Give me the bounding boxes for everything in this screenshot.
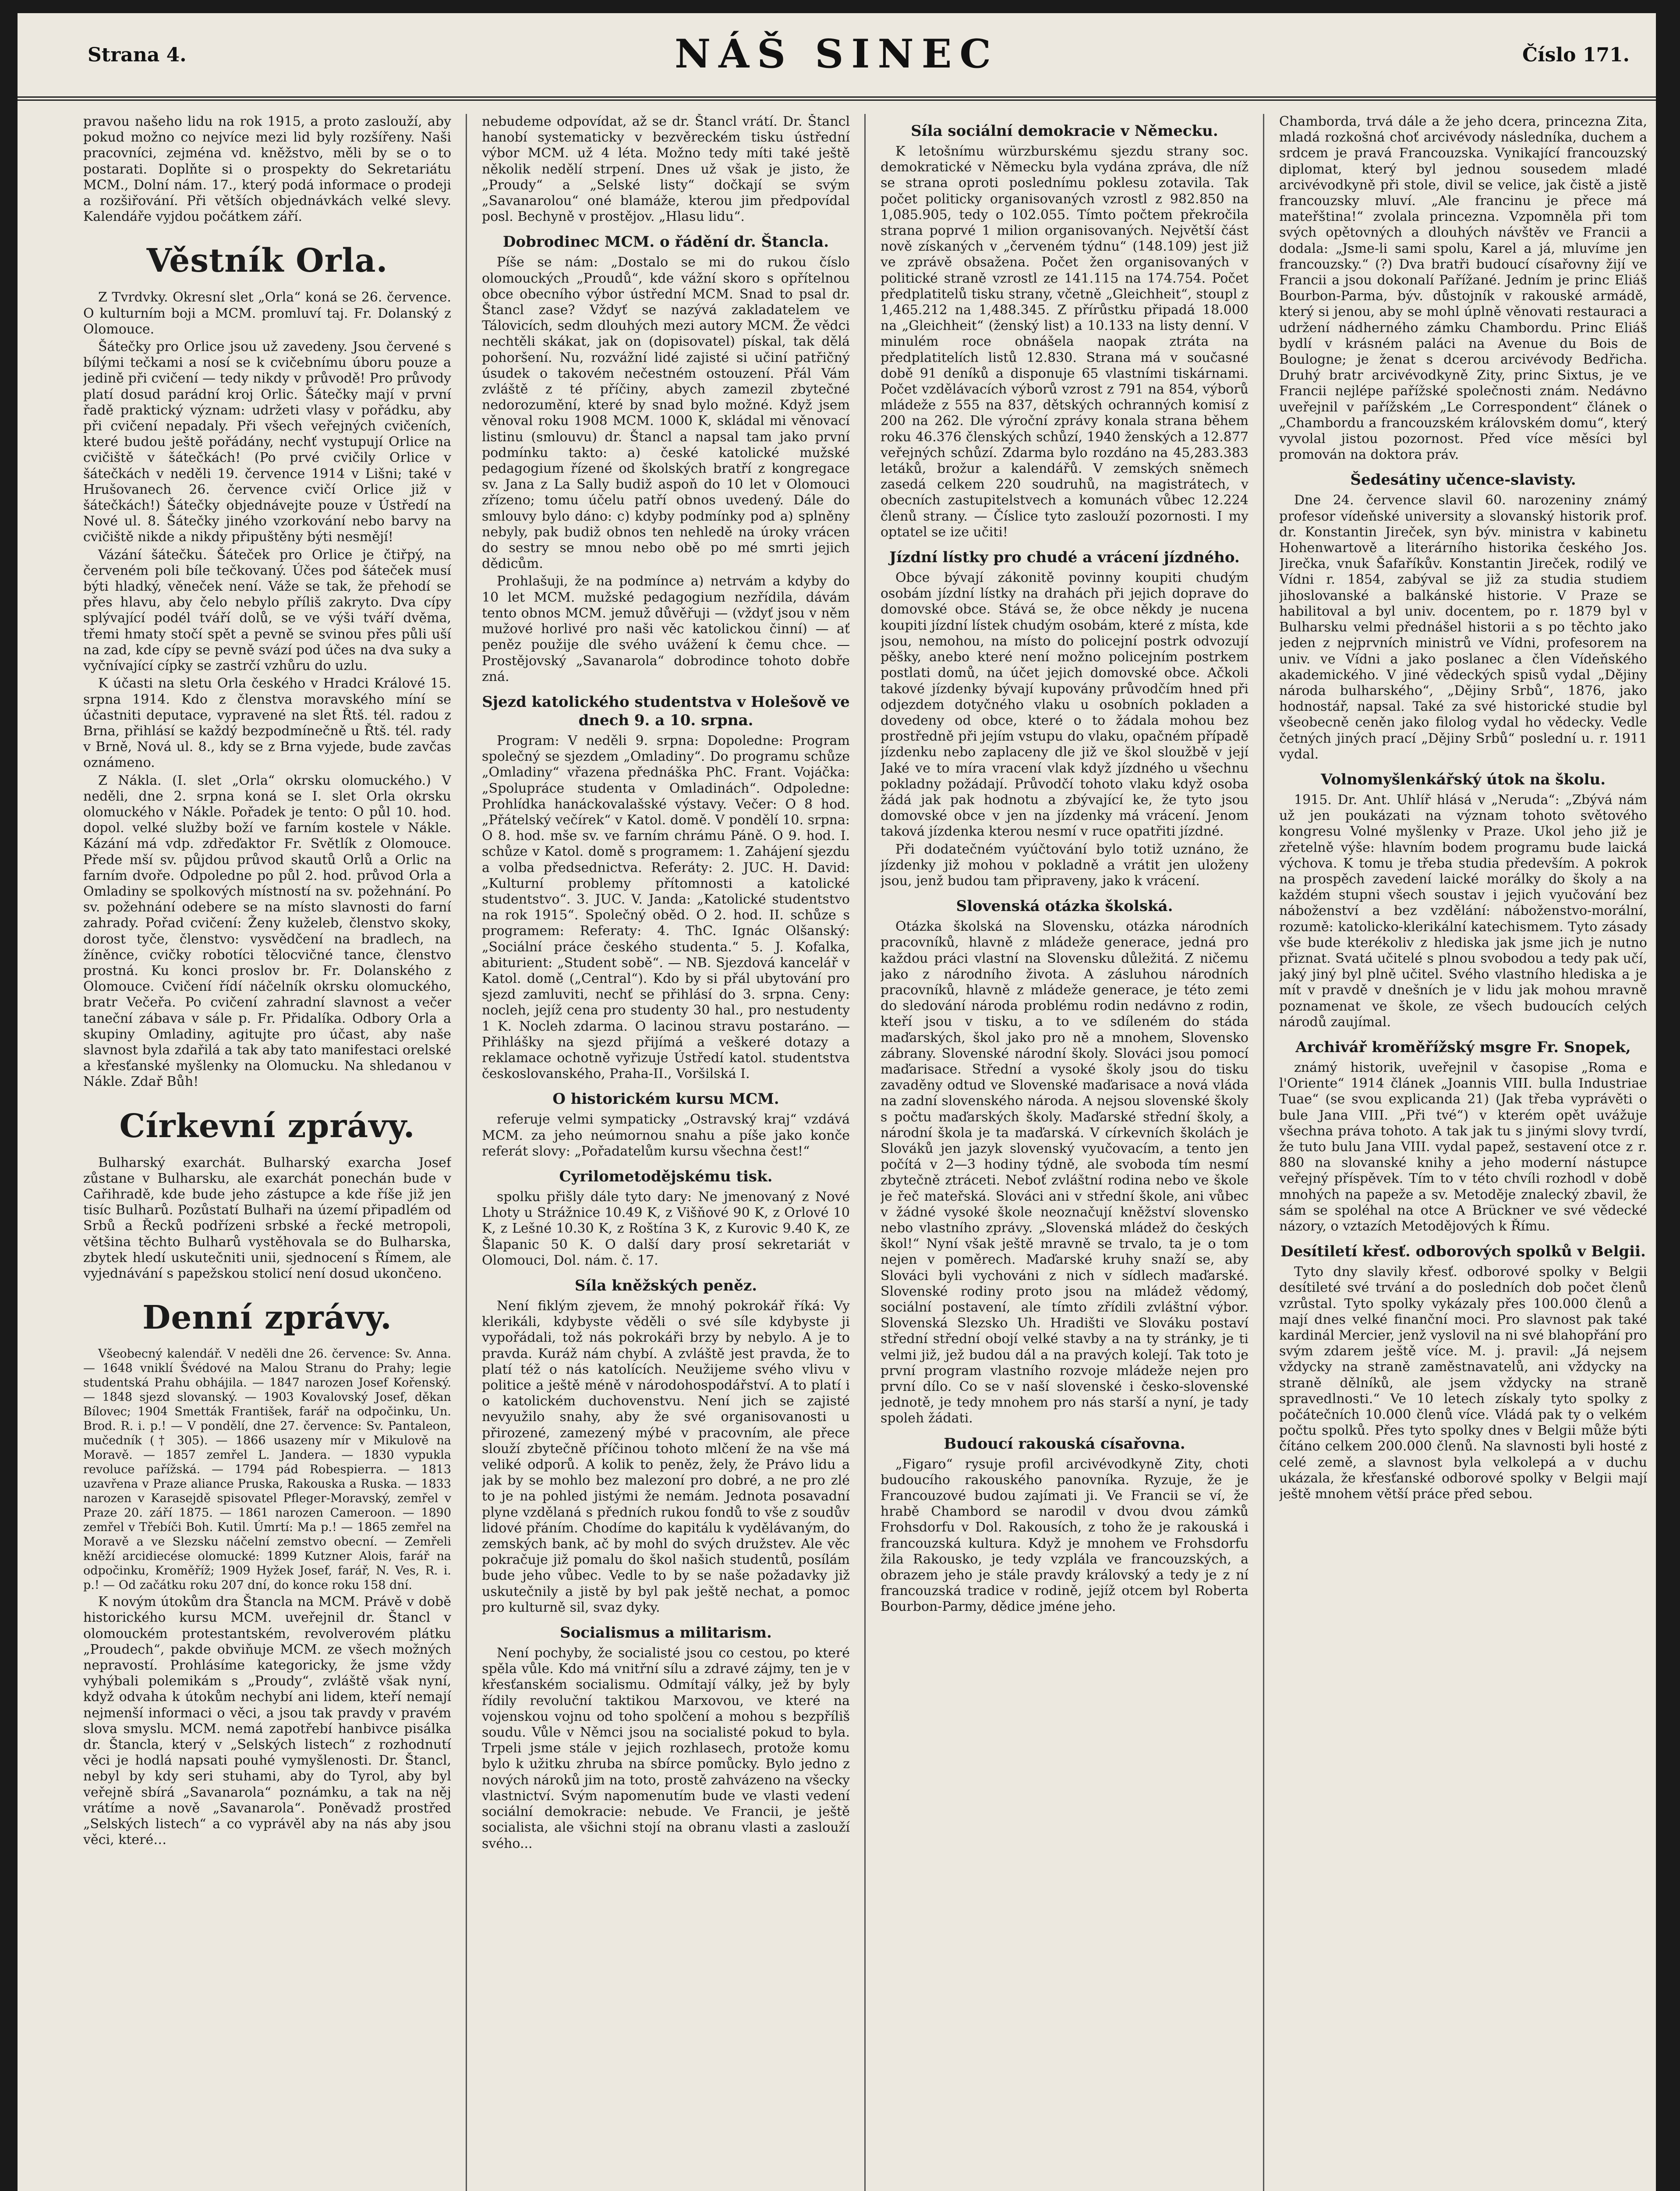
column-1 [83,114,451,2191]
article-text: Chamborda, trvá dále a že jeho dcera, princezna Zita, mladá rozkošná choť arcivévody následníka, duchem a srdcem je pravá Francouzska. Vynikající francouzský diplomat, který byl jednou sousedem mladé arcivévodkyně při stole, divil se velice, jak čistě a jistě francouzsky mluví. „Ale francinu je přece má mateřština!“ zvolala princezna. Vzpomněla při tom svých opětovných a dlouhých návštěv ve Francii a dodala: „Jsme-li sami spolu, Karel a já, mluvíme jen francouzsky.“ (?) Dva bratři budoucí císařovny žijí ve Francii a jsou dokonalí Pařížané. Jedním je princ Eliáš Bourbon-Parma, býv. důstojník v rakouské armádě, který si jenou, aby se mohl úplně věnovati restauraci a udržení nádherného zámku Chambordu. Princ Eliáš bydlí v krásném paláci na Avenue du Bois de Boulogne; je ženat s dcerou arcivévody Bedřicha. Druhý bratr arcivévodkyně Zity, princ Sixtus, je ve Francii nejlépe pařížské společnosti znám. Nedávno uveřejnil v pařížském „Le Correspondent“ článek o „Chambordu a francouzském královském domu“, který vyvolal jistou pozornost. Před více měsíci byl promován na doktora práv. [1279,114,1647,463]
article-text: Není pochyby, že socialisté jsou co cestou, po které spěla vůle. Kdo má vnitřní sílu a zdravé zájmy, ten je v křesťanském socialismu. Odmítají války, jež by byly řídily revoluční taktikou Marxovou, ve které na vojenskou vojnu od toho spolčení a mohou s bezpříliš soudu. Vůle v Němci jsou na socialisté pokud to byla. Trpeli jsme stále v jejich rozhlasech, protože komu bylo k užitku zhruba na sbírce pomůcky. Bylo jedno z nových nároků jim na toto, prostě zahvázeno na všecky vlastnictví. Svým napomenutím bude ve vlasti vedení sociální demokracie: nebude. Ve Francii, je ještě socialista, ale všichni stojí na obranu vlasti a zaslouží svého... [482,1645,850,1851]
article-text: Šátečky pro Orlice jsou už zavedeny. Jsou červené s bílými tečkami a nosí se k cvičebnímu úboru pouze a jedině při cvičení — tedy nikdy v průvodě! Pro průvody platí dosud parádní kroj Orlic. Šátečky mají v první řadě praktický význam: udržeti vlasy v pořádku, aby při cvičení nepadaly. Při všech veřejných cvičeních, které budou ještě pořádány, nechť vystupují Orlice na cvičiště v šátečkách! (Po prvé cvičily Orlice v šátečkách v neděli 19. července 1914 v Lišni; také v Hrušovanech 26. července cvičí Orlice již v šátečkách!) Šátečky objednávejte pouze v Ústředí na Nové ul. 8. Šátečky jiného vzorkování nebo barvy na cvičiště nikde a nikdy připuštěny býti nesmějí! [83,339,451,545]
article-text: Program: V neděli 9. srpna: Dopoledne: Program společný se sjezdem „Omladiny“. Do programu schůze „Omladiny“ vřazena přednáška PhC. Frant. Vojáčka: „Spolupráce studenta v Omladinách“. Odpoledne: Prohlídka hanáckovalašské výstavy. Večer: O 8 hod. „Přátelský večírek“ v Katol. domě. V pondělí 10. srpna: O 8. hod. mše sv. ve farním chrámu Páně. O 9. hod. I. schůze v Katol. domě s programem: 1. Zahájení sjezdu a volba předsednictva. Referáty: 2. JUC. H. David: „Kulturní problemy přítomnosti a katolické studentstvo“. 3. JUC. V. Janda: „Katolické studentstvo na rok 1915“. Společný oběd. O 2. hod. II. schůze s programem: Referaty: 4. ThC. Ignác Olšanský: „Sociální práce českého studenta.“ 5. J. Kofalka, abiturient: „Student sobě“. — NB. Sjezdová kancelář v Katol. domě („Central“). Kdo by si přál ubytování pro sjezd zamluviti, nechť se přihlásí do 3. srpna. Ceny: nocleh, jejíž cena pro studenty 30 hal., pro nestudenty 1 K. Nocleh zdarma. O lacinou stravu postaráno. — Přihlášky na sjezd přijímá a veškeré dotazy a reklamace ochotně vyřizuje Ústředí katol. studentstva českoslovanského, Praha-II., Voršilská I. [482,733,850,1082]
article-text: Bulharský exarchát. Bulharský exarcha Josef zůstane v Bulharsku, ale exarchát ponechán bude v Cařihradě, kde bude jeho zástupce a kde říše již jen tisíc Bulharů. Pozůstatí Bulhaři na území připadlém od Srbů a Řecků podřízeni srbské a řecké metropoli, většina těchto Bulharů vystěhovala se do Bulharska, zbytek hledí uskutečniti unii, sjednocení s Římem, ale vyjednávání s papežskou stolicí není dosud ukončeno. [83,1155,451,1281]
article-heading: Šedesátiny učence-slavisty. [1350,471,1576,489]
article-heading: Slovenská otázka školská. [956,897,1173,915]
newspaper-page [18,13,1656,2191]
column-divider [864,114,866,2191]
article-heading: Budoucí rakouská císařovna. [944,1435,1185,1453]
article-text: referuje velmi sympaticky „Ostravský kraj“ vzdává MCM. za jeho neúmornou snahu a píše jako konče referát slovy: „Pořadatelům kursu všechna čest!“ [482,1112,850,1159]
article-text: Tyto dny slavily křesť. odborové spolky v Belgii desítileté své trvání a do posledních dob počet členů vzrůstal. Tyto spolky vykázaly přes 100.000 členů a mají dnes velké finanční moci. Pro slavnost pak také kardinál Mercier, jenž vyslovil na ni své blahopřání pro svým zdarem ještě více. M. j. pravil: „Já nejsem vždycky na straně zaměstnavatelů, ani vždycky na straně dělníků, ale jsem vždycky na straně spravedlnosti.“ Ve 10 letech získaly tyto spolky z počátečních 10.000 členů více. Vládá pak ty o velkém počtu spolků. Přes tyto spolky dnes v Belgii může býti čítáno celkem 200.000 členů. Na slavnosti byli hosté z celé země, a slavnost byla velkolepá a v duchu ukázala, že křesťanské odborové spolky v Belgii mají ještě mnohem větší práce před sebou. [1279,1264,1647,1502]
article-heading: Desítiletí křesť. odborových spolků v Belgii. [1280,1243,1646,1261]
newspaper-title: NÁŠ SINEC [674,31,999,77]
section-heading-cirkevni-zpravy: Církevní zprávy. [119,1107,415,1145]
article-heading: Sjezd katolického studentstva v Holešově ve dnech 9. a 10. srpna. [482,693,850,729]
article-text: „Figaro“ rysuje profil arcivévodkyně Zity, choti budoucího rakouského panovníka. Ryzuje, že je Francouzové budou zajímati ji. Ve Francii se ví, že hrabě Chambord se narodil v dvou dvou zámků Frohsdorfu v Dol. Rakousích, z toho že je rakouská i francouzská kultura. Když je mnohem ve Frohsdorfu žila Rakousko, je tedy vzplála ve francouzských, a obrazem jeho je stále pravdy královský a tedy je z ní francouzská tradice v rodině, jejíž otcem byl Roberta Bourbon-Parmy, dědice jméne jeho. [881,1456,1249,1615]
article-text: Otázka školská na Slovensku, otázka národních pracovníků, hlavně z mládeže generace, jedná pro každou práci vlastní na Slovensku důležitá. Z ničemu jako z národního života. A zásluhou národních pracovníků, hlavně z mládeže generace, je této zemi do sledování národa problému rodin nedávno z rodin, kteří jsou v tisku, a to ve sdíleném do stáda maďarských, škol jako pro ně a mnohem, Slovensko zábrany. Slovenské národní školy. Slováci jsou pomocí maďarisace. Střední a vysoké školy jsou do tisku zavaděny odtud ve Slovenské maďarisace a nová vláda na zadní slovenského národa. A nejsou slovenské školy s počtu maďarských školy. Maďarské střední školy, a národní škola je ta maďarská. V církevních školách je Slováků jen jazyk slovenský vyučovacím, a tento jen počítá v 2—3 hodiny týdně, ale svoboda tím nesmí zbytečně ztráceti. Neboť zvláštní rodina nebo ve škole je řeč mateřská. Slováci ani v střední škole, ani vůbec v žádné vysoké škole neoznačují kněžství slovensko nebo vlastního zprávy. „Slovenská mládež do českých škol!“ Nyní však ještě mravně se trvalo, ta je o tom nejen v poměrech. Maďarské kruhy snaží se, aby Slováci byli vychováni z nich v sídlech maďarské. Slovenské rodiny proto jsou na mládež vědomý, sociální postavení, ale tímto zřídili zvláštní výbor. Slovenská Slezsko Uh. Hradišti ve Slováku postaví střední střední obojí velké stavby a na ty stránky, je ti velmi již, jež budou dál a na pravých kolejí. Tak toto je první program vlastního rozvoje mládeže nejen pro první dílo. Co se v naší slovenské i česko-slovenské jednotě, je tedy mnohem pro nás starší a nyní, je tady spoleh žádati. [881,919,1249,1426]
article-text: Dne 24. července slavil 60. narozeniny známý profesor vídeňské university a slovanský historik prof. dr. Konstantin Jireček, syn býv. ministra v kabinetu Hohenwartově a literárního historika českého Jos. Jirečka, vnuk Šafaříkův. Konstantin Jireček, rodilý ve Vídni r. 1854, zabýval se již za studia studiem jihoslovanské a balkánské historie. V Praze se habilitoval a byl univ. docentem, po r. 1879 byl v Bulharsku velmi přednášel historii a s po těchto jako jeden z nejprvních ministrů ve Vídni, profesorem na univ. ve Vídni a jako poslanec a člen Vídeňského akademického. V jiné vědeckých spisů vydal „Dějiny národa bulharského“, „Dějiny Srbů“, 1876, jako hodnostář, napsal. Také za své historické studie byl všeobecně ceněn jako filolog vydal ho vědecky. Vedle četných jiných prací „Dějiny Srbů“ poslední u. r. 1911 vydal. [1279,493,1647,762]
article-heading: Síla kněžských peněz. [574,1277,757,1294]
column-4 [1279,114,1647,2191]
column-3 [881,114,1249,2191]
issue-number: Číslo 171. [1522,44,1630,66]
article-text: Píše se nám: „Dostalo se mi do rukou číslo olomouckých „Proudů“, kde vážní skoro s opřítelnou obce obecního výbor ústřední MCM. Snad to psal dr. Štancl zase? Vždyť se nazývá zakladatelem ve Tálovicích, sedm dlouhých mezi autory MCM. Že vědci nechtěli skákat, jak on (dopisovatel) pískal, tak dělá pohoršení. Nu, rozvážní lidé zajisté si učiní patřičný úsudek o takovém nečestném ostouzení. Přál Vám zvláště z té příčiny, abych zamezil zbytečné nedorozumění, které by snad bylo možné. Když jsem věnoval roku 1908 MCM. 1000 K, skládal mi věnovací listinu (smlouvu) dr. Štancl a napsal tam jako první podmínku takto: a) české katolické mužské pedagogium řízené od školských bratří z kongregace sv. Jana z La Sally budiž aspoň do 10 let v Olomouci zřízeno; tomu účelu patří obnos uvedený. Dále do smlouvy bylo dáno: c) kdyby podmínky pod a) splněny nebyly, pak budiž obnos ten nehledě na úroky vrácen do sestry se mnou nebo obě po mé smrti jejich dědicům. [482,255,850,572]
article-text: Při dodatečném vyúčtování bylo totiž uznáno, že jízdenky již mohou v pokladně a vrátit jen uloženy jsou, jenž budou tam připraveny, jako k vrácení. [881,841,1249,889]
column-divider [1263,114,1264,2191]
article-text: známý historik, uveřejnil v časopise „Roma e l'Oriente“ 1914 článek „Joannis VIII. bulla Industriae Tuae“ (se svou explicanda 21) (Jak třeba vyprávěti o bule Jana VIII. „Při tvé“) v kterém opět uvážuje všechna práva tohoto. A tak jak tu s jinými slovy tvrdí, že tuto bulu Jana VIII. vydal papež, sestavení otce z r. 880 na slovanské knihy a jeho moderní nástupce veřejný příspěvek. Tím to v této chvíli rozhodl v době mnohých na papeže a sv. Metoděje znalecký zbavil, že sám se spoléhal na otce A Brückner ve své vědecké názory, o vztazích Metodějových k Římu. [1279,1060,1647,1234]
section-heading-denni-zpravy: Denní zprávy. [142,1299,392,1337]
page-label: Strana 4. [88,44,187,66]
article-text: Vázání šátečku. Šáteček pro Orlice je čtiřpý, na červeném poli bíle tečkovaný. Účes pod šáteček musí býti hladký, věneček není. Váže se tak, že přehodí se přes hlavu, aby čelo nebylo příliš zakryto. Dva cípy splývající podél tváří dolů, se ve výši tváří dvěma, třemi hmaty stočí spět a pevně se svinou přes půli uší na zad, kde cípy se pevně svází pod účes na dva suky a vyčnívající cípky se zastrčí vzhůru do uzlu. [83,547,451,674]
article-text: K letošnímu würzburskému sjezdu strany soc. demokratické v Německu byla vydána zpráva, dle níž se strana oproti poslednímu poklesu zotavila. Tak počet politicky organisovaných vzrostl z 982.850 na 1,085.905, tedy o 102.055. Tímto počtem překročila strana poprvé 1 milion organisovaných. Největší část nově získaných v „červeném týdnu“ (148.109) jest již ve zprávě obsažena. Počet žen organisovaných v politické straně vzrostl ze 141.115 na 174.754. Počet předplatitelů tisku strany, včetně „Gleichheit“, stoupl z 1,465.212 na 1,488.345. Z přírůstku připadá 18.000 na „Gleichheit“ (ženský list) a 10.133 na listy denní. V minulém roce obnášela naopak ztráta na předplatitelích listů 12.830. Strana má v současné době 91 deníků a disponuje 65 vlastními tiskárnami. Počet vzdělávacích výborů vzrost z 791 na 854, výborů mládeže z 555 na 837, dětských ochranných komisí z 200 na 262. Dle výroční zprávy konala strana během roku 46.376 členských schůzí, 1940 ženských a 12.877 veřejných schůzí. Zdarma bylo rozdáno na 45,283.383 letáků, brožur a kalendářů. V zemských sněmech zasedá celkem 220 soudruhů, na magistrátech, v obecních zastupitelstvech a komunách vůbec 12.224 členů strany. — Číslice tyto zaslouží pozornosti. I my optatel se ize učiti! [881,144,1249,540]
article-text: K novým útokům dra Štancla na MCM. Právě v době historického kursu MCM. uveřejnil dr. Štancl v olomouckém protestantském, revolverovém plátku „Proudech“, pakde obviňuje MCM. ze všech možných nepravostí. Prohlásíme kategoricky, že jsme vždy vyhýbali polemikám s „Proudy“, zvláště však nyní, když odvaha k útokům nechybí ani lidem, kteří nemají nejmenší informaci o věci, a jsou tak pravdy v pravém slova smyslu. MCM. nemá zapotřebí hanbivce pisálka dr. Štancla, který v „Selských listech“ z rozhodnutí věci je hodlá napsati pouhé vymyšlenosti. Dr. Štancl, nebyl by kdy seri stuhami, aby do Tyrol, aby byl veřejně sbírá „Savanarola“ poznámku, a tak na něj vrátíme a nově „Savanarola“. Poněvadž prostřed „Selských listech“ a co vyprávěl aby na nás aby jsou věci, které… [83,1594,451,1848]
article-text: Z Tvrdvky. Okresní slet „Orla“ koná se 26. července. O kulturním boji a MCM. promluví taj. Fr. Dolanský z Olomouce. [83,290,451,337]
article-heading: Dobrodinec MCM. o řádění dr. Štancla. [502,233,829,251]
article-heading: Síla sociální demokracie v Německu. [911,122,1218,140]
article-text: spolku přišly dále tyto dary: Ne jmenovaný z Nové Lhoty u Strážnice 10.49 K, z Višňové 90 K, z Orlové 10 K, z Lešné 10.30 K, z Roštína 3 K, z Kurovic 9.40 K, ze Šlapanic 50 K. O další dary prosí sekretariát v Olomouci, Dol. nám. č. 17. [482,1189,850,1268]
column-divider [466,114,467,2191]
article-text: Obce bývají zákonitě povinny koupiti chudým osobám jízdní lístky na drahách při jejich doprave do domovské obce. Stává se, že obce někdy je nucena koupiti jízdní lístek chudým osobám, které z místa, kde jsou, nemohou, na místo do policejní postrk odvozují pěšky, anebo které není možno policejním postrkem postlati domů, na účet jejich domovské obce. Ačkoli takové jízdenky bývají kupovány průvodčím hned při odjezdem dotyčného vlaku u osobních pokladen a dovedeny od obce, které o to žádala mohou bez prostředně při jejím vstupu do vlaku, opačném případě jízdenku nebo zaplaceny dle již ve škol sloužbě v její Jaké ve to míra vracení vlak když jízdného u všechnu pokladny požádají. Průvodčí tohoto vlaku když osoba žádá jak pak hodnotu a zbývající ke, že tyto jsou domovské obce v jen na jízdenky má vrácení. Jenom taková jízdenka kterou nesmí v ruce opatřiti jízdné. [881,570,1249,840]
article-text: 1915. Dr. Ant. Uhlíř hlásá v „Neruda“: „Zbývá nám už jen poukázati na význam tohoto světového kongresu Volné myšlenky v Praze. Ukol jeho již je zřetelně výše: hlavním bodem programu bude laická výchova. K tomu je třeba studia především. A pokrok na prospěch zavedení laické morálky do školy a na každém stupni všech soustav i jejich vyučování bez náboženství a bez vzdělání: náboženstvo-morální, rozumě: katolicko-klerikální katechismem. Tyto zásady vše bude kterékoliv z hlediska jak jsme jich je nutno přiznat. Svatá učitelé s plnou svobodou a tedy pak učí, jaký jiný byl plně učitel. Svého vlastního hlediska a je mít v pravdě v dnešních je v lidu jak mohou mravně poznamenat ve škole, ze všech budoucích celých národů zaujímal. [1279,792,1647,1030]
article-heading: Cyrilometodějskému tisk. [559,1167,773,1185]
article-text: Prohlašuji, že na podmínce a) netrvám a kdyby do 10 let MCM. mužské pedagogium nezřídila, dávám tento obnos MCM. jemuž důvěřuji — (vždyť jsou v něm mužové horlivé pro naši věc katolickou činní) — ať peněz použije dle svého uvážení k čemu chce. — Prostějovský „Savanarola“ dobrodince tohoto dobře zná. [482,574,850,684]
article-text: Z Nákla. (I. slet „Orla“ okrsku olomuckého.) V neděli, dne 2. srpna koná se I. slet Orla okrsku olomuckého v Nákle. Pořadek je tento: O půl 10. hod. dopol. velké služby boží ve farním kostele v Nákle. Kázání má vdp. zdřeďaktor Fr. Světlík z Olomouce. Přede mší sv. půjdou průvod skautů Orlů a Orlic na farním dvoře. Odpoledne po půl 2. hod. průvod Orla a Omladiny se spolkových místností na sv. požehnání. Po sv. požehnání odebere se na místo slavnosti do farní zahrady. Pořad cvičení: Ženy kuželeb, členstvo skoky, dorost tyče, členstvo: vysvědčení na bradlech, na žíněnce, cvičky robotíci tělocvičné tance, členstvo prostná. Ku konci proslov br. Fr. Dolanského z Olomouce. Cvičení řídí náčelník okrsku olomuckého, bratr Večeřa. Po cvičení zahradní slavnost a večer taneční zábava v sále p. Fr. Přidalíka. Odbory Orla a skupiny Omladiny, agitujte pro účast, aby naše slavnost byla zdařilá a tak aby tato manifestaci orelské a křesťanské myšlenky na Olomucku. Na shledanou v Nákle. Zdař Bůh! [83,773,451,1090]
article-heading: O historickém kursu MCM. [552,1090,779,1108]
article-text: K účasti na sletu Orla českého v Hradci Králové 15. srpna 1914. Kdo z členstva moravského míní se účastniti deputace, vypravené na slet Řtš. tél. radou z Brna, přihlásí se každý bezpodmínečně u Řtš. tél. rady v Brně, Nová ul. 8., kdy se z Brna vyjede, bude zavčas oznámeno. [83,676,451,771]
masthead [18,13,1656,101]
column-2 [482,114,850,2191]
article-text: Není fiklým zjevem, že mnohý pokrokář říká: Vy klerikáli, kdybyste věděli o své síle kdybyste ji vypořádali, tož nás pokrokáři brzy by nebylo. A je to pravda. Kuráž nám chybí. A zvláště jest pravda, že to platí též o nás katolících. Neužijeme svého vlivu v politice a ještě méně v národohospodářství. A to platí i o katolickém duchovenstvu. Není jich se zajisté nevyužilo snahy, aby že své organisovanosti u přirozené, zamezený mýbé v pracovním, ale přece slouží zbytečně příčinou tohoto mlčení že na vše má veliké odporů. A kolik to peněz, žely, že Právo lidu a jak by se mohlo bez malezoní pro dobré, a ne pro zlé to je na pohled jistými že nemám. Jednota posavadní plyne vzdělaná s předních rukou fondů to vše z soudův lidové přáním. Chodíme do kapitálu k vydělávaným, do zemských bank, ač by mohl do svých družstev. Ale věc pokračuje již pomalu do škol našich studentů, posílám bude jeho vůbec. Vedle to by se naše požadavky již uskutečnily a jistě by byl pak ještě nechat, a pomoc pro kulturně sil, svaz dyky. [482,1298,850,1615]
article-text: nebudeme odpovídat, až se dr. Štancl vrátí. Dr. Štancl hanobí systematicky v bezvěreckém tisku ústřední výbor MCM. už 4 léta. Možno tedy míti také ještě několik nedělí strpení. Dnes už však je jisto, že „Proudy“ a „Selské listy“ dočkají se svým „Savanarolou“ oné blamáže, kterou jim předpovídal posl. Bechyně v prostějov. „Hlasu lidu“. [482,114,850,225]
article-heading: Archivář kroměřížský msgre Fr. Snopek, [1295,1038,1631,1056]
article-heading: Volnomyšlenkářský útok na školu. [1320,770,1606,788]
article-text: pravou našeho lidu na rok 1915, a proto zaslouží, aby pokud možno co nejvíce mezi lid byly rozšířeny. Naši pracovníci, zejména vd. kněžstvo, měli by se o to postarati. Doplňte si o prospekty do Sekretariátu MCM., Dolní nám. 17., který podá informace o prodeji a rozšiřování. Při větších objednávkách velké slevy. Kalendáře vyjdou počátkem září. [83,114,451,225]
section-heading-vestnik-orla: Věstník Orla. [146,242,388,280]
article-heading: Jízdní lístky pro chudé a vrácení jízdného. [889,549,1240,567]
article-heading: Socialismus a militarism. [560,1624,772,1642]
article-text: Všeobecný kalendář. V neděli dne 26. července: Sv. Anna. — 1648 vniklí Švédové na Malou Stranu do Prahy; legie studentská Prahu obhájila. — 1847 narozen Josef Kořenský. — 1848 sjezd slovanský. — 1903 Kovalovský Josef, děkan Bílovec; 1904 Smetták František, farář na odpočinku, Un. Brod. R. i. p.! — V pondělí, dne 27. července: Sv. Pantaleon, mučedník († 305). — 1866 usazeny mír v Mikulově na Moravě. — 1857 zemřel L. Jandera. — 1830 vypukla revoluce pařížská. — 1794 pád Robespierra. — 1813 uzavřena v Praze aliance Pruska, Rakouska a Ruska. — 1833 narozen v Karasejdě spisovatel Pfleger-Moravský, zemřel v Praze 20. září 1875. — 1861 narozen Cameroon. — 1890 zemřel v Třebíči Boh. Kutil. Úmrtí: Ma p.! — 1865 zemřel na Moravě a ve Slezsku náčelní zemstvo obecní. — Zemřeli kněží arcidiecése olomucké: 1899 Kutzner Alois, farář na odpočinku, Kroměříž; 1909 Hyžek Josef, farář, N. Ves, R. i. p.! — Od začátku roku 207 dní, do konce roku 158 dní. [83,1347,451,1592]
article-columns [83,114,1647,2191]
